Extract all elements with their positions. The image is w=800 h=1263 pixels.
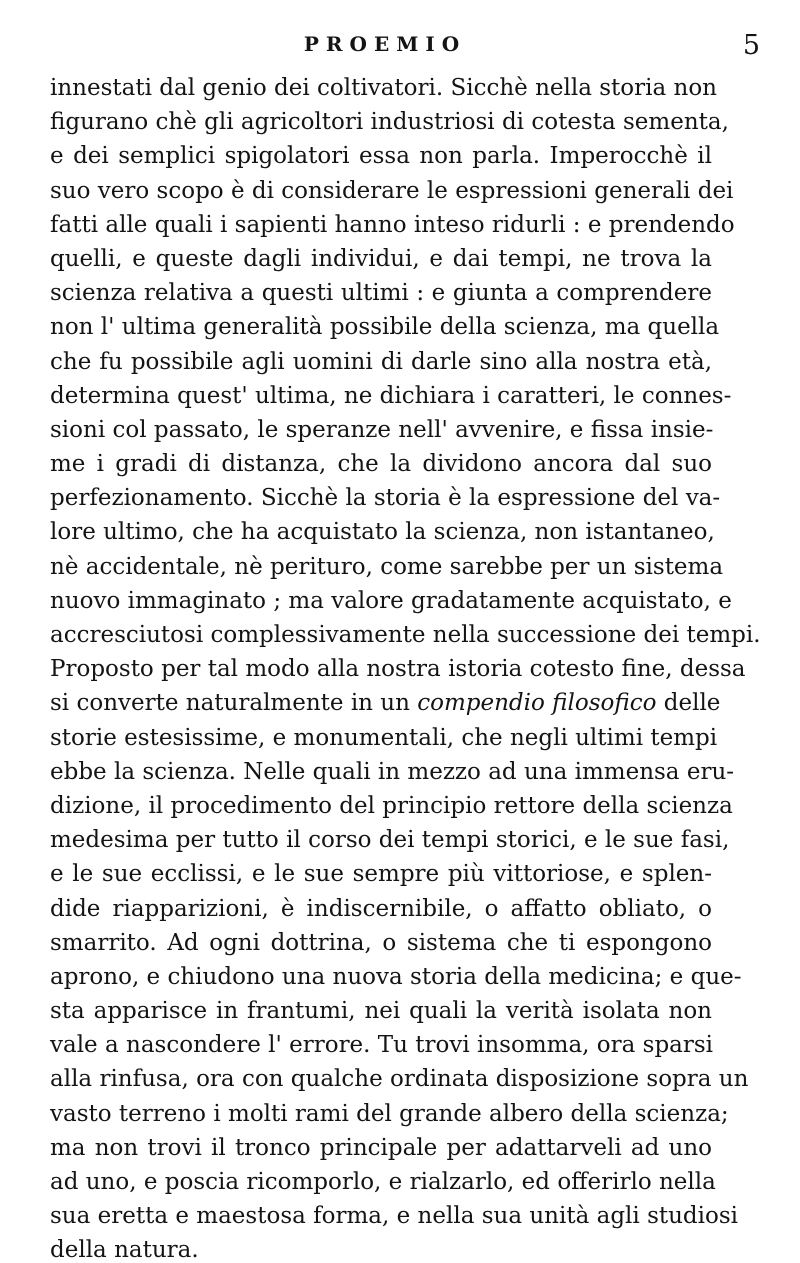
text-line: sta apparisce in frantumi, nei quali la verità isolata non: [50, 998, 712, 1025]
text-line: dide riapparizioni, è indiscernibile, o affatto obliato, o: [50, 895, 712, 922]
text-line: della natura.: [50, 1237, 199, 1263]
text-line: lore ultimo, che ha acquistato la scienza, non istantaneo,: [50, 519, 715, 546]
text-line: vale a nascondere l' errore. Tu trovi insomma, ora sparsi: [50, 1032, 714, 1059]
text-line: suo vero scopo è di considerare le espressioni generali dei: [50, 177, 734, 204]
text-line: smarrito. Ad ogni dottrina, o sistema che ti espongono: [50, 929, 712, 956]
text-line: scienza relativa a questi ultimi : e giunta a comprendere: [50, 280, 712, 307]
text-line: figurano chè gli agricoltori industriosi di cotesta sementa,: [50, 109, 729, 136]
page-header: [50, 30, 760, 66]
text-line: non l' ultima generalità possibile della scienza, ma quella: [50, 314, 720, 341]
text-run: si converte naturalmente in un: [50, 690, 418, 717]
text-line: e dei semplici spigolatori essa non parla. Imperocchè il: [50, 143, 712, 170]
text-line: Proposto per tal modo alla nostra istoria cotesto fine, dessa: [50, 656, 746, 683]
text-line: aprono, e chiudono una nuova storia della medicina; e que-: [50, 963, 742, 990]
text-line: innestati dal genio dei coltivatori. Sicchè nella storia non: [50, 75, 717, 101]
text-line: [50, 686, 721, 720]
text-line: me i gradi di distanza, che la dividono ancora dal suo: [50, 451, 712, 478]
text-line: determina quest' ultima, ne dichiara i caratteri, le connes-: [50, 382, 732, 409]
text-line: alla rinfusa, ora con qualche ordinata disposizione sopra un: [50, 1066, 749, 1093]
text-line: accresciutosi complessivamente nella successione dei tempi.: [50, 622, 761, 648]
text-line: sua eretta e maestosa forma, e nella sua unità agli studiosi: [50, 1203, 739, 1230]
text-line: fatti alle quali i sapienti hanno inteso ridurli : e prendendo: [50, 211, 735, 238]
text-line: ma non trovi il tronco principale per adattarveli ad uno: [50, 1134, 712, 1161]
text-line: storie estesissime, e monumentali, che negli ultimi tempi: [50, 724, 718, 751]
text-line: e le sue ecclissi, e le sue sempre più vittoriose, e splen-: [50, 861, 712, 888]
text-line: perfezionamento. Sicchè la storia è la espressione del va-: [50, 485, 721, 512]
running-title: PROEMIO: [303, 32, 467, 56]
text-line: quelli, e queste dagli individui, e dai tempi, ne trova la: [50, 245, 712, 272]
text-line: medesima per tutto il corso dei tempi storici, e le sue fasi,: [50, 827, 730, 854]
text-line: che fu possibile agli uomini di darle sino alla nostra età,: [50, 348, 712, 375]
text-line: nuovo immaginato ; ma valore gradatamente acquistato, e: [50, 587, 732, 614]
text-line: ebbe la scienza. Nelle quali in mezzo ad una immensa eru-: [50, 758, 735, 785]
italic-phrase: compendio filosofico: [417, 690, 657, 717]
text-line: vasto terreno i molti rami del grande albero della scienza;: [50, 1100, 729, 1127]
page-number: 5: [742, 30, 760, 61]
text-line: dizione, il procedimento del principio rettore della scienza: [50, 792, 733, 819]
text-line: nè accidentale, nè perituro, come sarebbe per un sistema: [50, 553, 724, 580]
text-run: delle: [656, 690, 721, 717]
body-text: [50, 71, 761, 1263]
text-line: sioni col passato, le speranze nell' avvenire, e fissa insie-: [50, 416, 714, 443]
text-line: ad uno, e poscia ricomporlo, e rialzarlo, ed offerirlo nella: [50, 1169, 716, 1195]
